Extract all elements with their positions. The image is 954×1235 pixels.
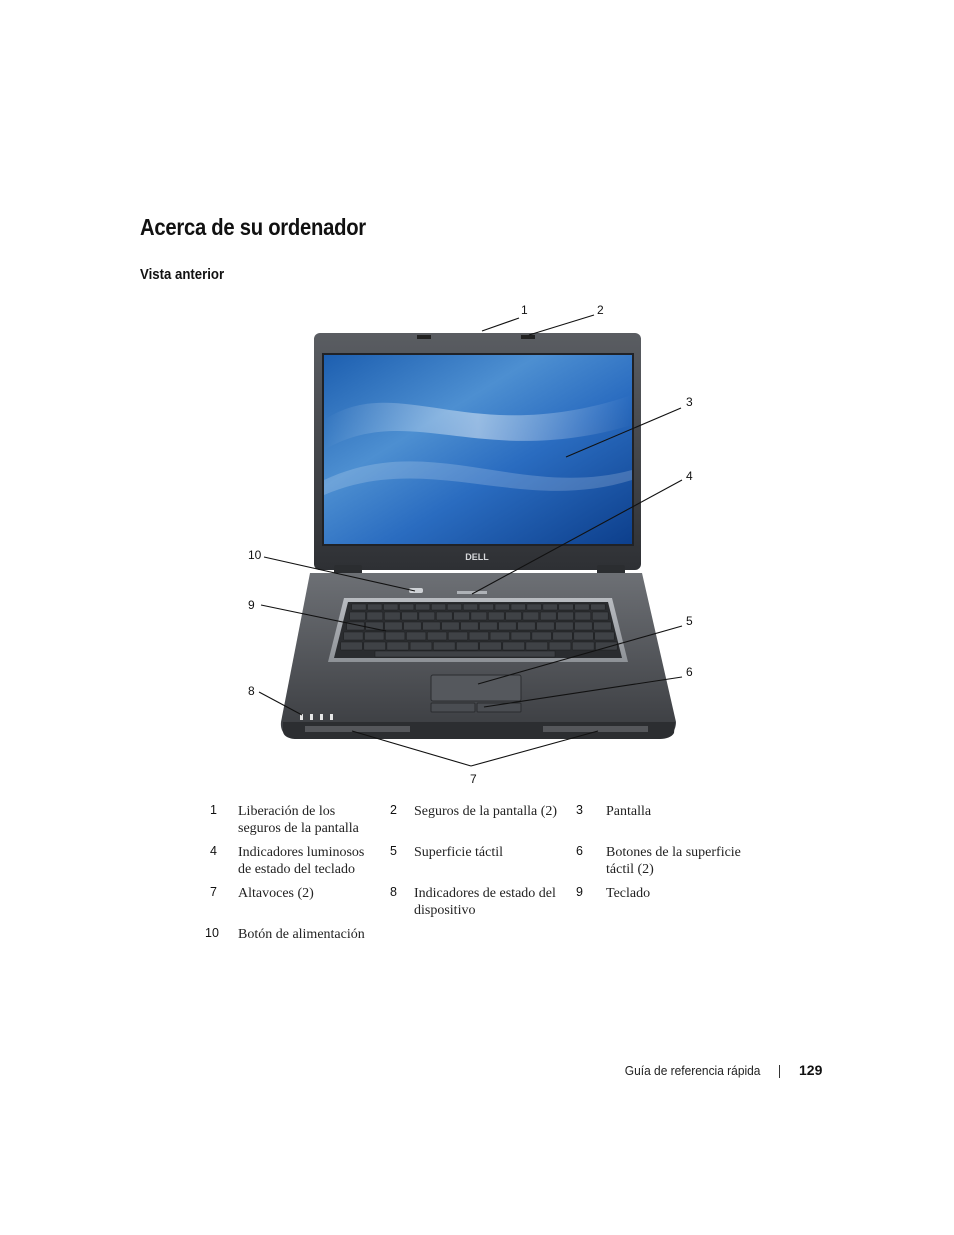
keyboard-key [341,642,363,650]
keyboard-key [404,622,422,630]
keyboard-key [447,604,462,610]
keyboard-key [436,612,452,620]
keyboard-key [419,612,435,620]
keyboard-key [575,622,593,630]
keyboard-key [592,612,608,620]
keyboard-key [511,604,526,610]
keyboard-key [385,632,405,640]
speaker-left [305,726,410,732]
keyboard-key [448,632,468,640]
legend-number: 1 [210,803,217,817]
keyboard-key [572,642,594,650]
keyboard-key [402,612,418,620]
keyboard-key [431,604,446,610]
keyboard-key [591,604,606,610]
footer-separator [779,1065,780,1078]
keyboard-key [375,651,555,657]
dell-logo: DELL [465,552,489,562]
callout-number-3: 3 [686,395,693,409]
keyboard-key [368,604,383,610]
callout-number-4: 4 [686,469,693,483]
keyboard-key [387,642,409,650]
keyboard-key [556,622,574,630]
page-number: 129 [799,1062,823,1078]
legend-number: 3 [576,803,583,817]
keyboard-key [456,642,478,650]
legend-number: 4 [210,844,217,858]
legend-number: 9 [576,885,583,899]
legend-label: Seguros de la pantalla (2) [414,804,558,819]
keyboard-key [595,642,617,650]
legend-label: Pantalla [606,804,652,819]
keyboard-key [518,622,536,630]
subsection-title: Vista anterior [140,266,225,283]
touchpad-button-left [431,703,475,712]
keyboard-key [423,622,441,630]
callout-number-9: 9 [248,598,255,612]
keyboard-key [495,604,510,610]
keyboard-key [526,642,548,650]
keyboard-key [454,612,470,620]
keyboard-key [540,612,556,620]
keyboard-key [553,632,573,640]
keyboard-key [480,622,498,630]
keyboard-key [549,642,571,650]
keyboard-key [415,604,430,610]
keyboard [328,598,628,662]
legend-label: Altavoces (2) [238,886,314,901]
legend-label: Botón de alimentación [238,927,365,942]
keyboard-key [352,604,367,610]
speaker-right [543,726,648,732]
legend-number: 7 [210,885,217,899]
keyboard-key [558,612,574,620]
keyboard-key [537,622,555,630]
keyboard-key [399,604,414,610]
keyboard-key [511,632,531,640]
keyboard-key [367,612,383,620]
callout-number-10: 10 [248,548,262,562]
callout-number-2: 2 [597,303,604,317]
callout-line-2 [529,315,594,335]
keyboard-key [559,604,574,610]
keyboard-key [364,642,386,650]
callout-number-8: 8 [248,684,255,698]
callout-number-7: 7 [470,772,477,786]
keyboard-key [461,622,479,630]
keyboard-key [488,612,504,620]
keyboard-key [499,622,517,630]
keyboard-key [527,604,542,610]
keyboard-key [503,642,525,650]
keyboard-key [469,632,489,640]
keyboard-key [410,642,432,650]
keyboard-key [384,612,400,620]
keyboard-key [523,612,539,620]
keyboard-key [574,632,594,640]
legend-label: Indicadores de estado del dispositivo [414,886,556,918]
keyboard-key [575,604,590,610]
keyboard-key [385,622,403,630]
legend-label: Liberación de los seguros de la pantalla [238,804,359,836]
keyboard-key [532,632,552,640]
section-title: Acerca de su ordenador [140,214,366,240]
keyboard-key [479,604,494,610]
keyboard-key [365,632,385,640]
legend-label: Botones de la superficie táctil (2) [606,845,741,877]
keyboard-key [350,612,366,620]
display-latch-left [417,335,431,339]
keyboard-key [442,622,460,630]
keyboard-key [575,612,591,620]
keyboard-key [594,622,612,630]
callout-line-1 [482,318,519,331]
keyboard-key [344,632,364,640]
callout-number-5: 5 [686,614,693,628]
callout-number-1: 1 [521,303,528,317]
keyboard-key [595,632,615,640]
keyboard-key [480,642,502,650]
legend-number: 2 [390,803,397,817]
legend-label: Indicadores luminosos de estado del teclado [238,845,365,877]
legend-number: 6 [576,844,583,858]
keyboard-key [406,632,426,640]
keyboard-key [433,642,455,650]
keyboard-key [384,604,399,610]
legend-label: Teclado [606,886,651,901]
keyboard-key [427,632,447,640]
keyboard-key [490,632,510,640]
keyboard-key [471,612,487,620]
legend-number: 10 [205,926,219,940]
keyboard-key [543,604,558,610]
legend-label: Superficie táctil [414,845,504,860]
display-screen [324,355,632,544]
display-latch-right [521,335,535,339]
keyboard-key [463,604,478,610]
legend-number: 8 [390,885,397,899]
page-footer [0,1062,954,1082]
callout-number-6: 6 [686,665,693,679]
touchpad [431,675,521,701]
legend-number: 5 [390,844,397,858]
footer-doc-title: Guía de referencia rápida [624,1063,760,1078]
keyboard-key [506,612,522,620]
